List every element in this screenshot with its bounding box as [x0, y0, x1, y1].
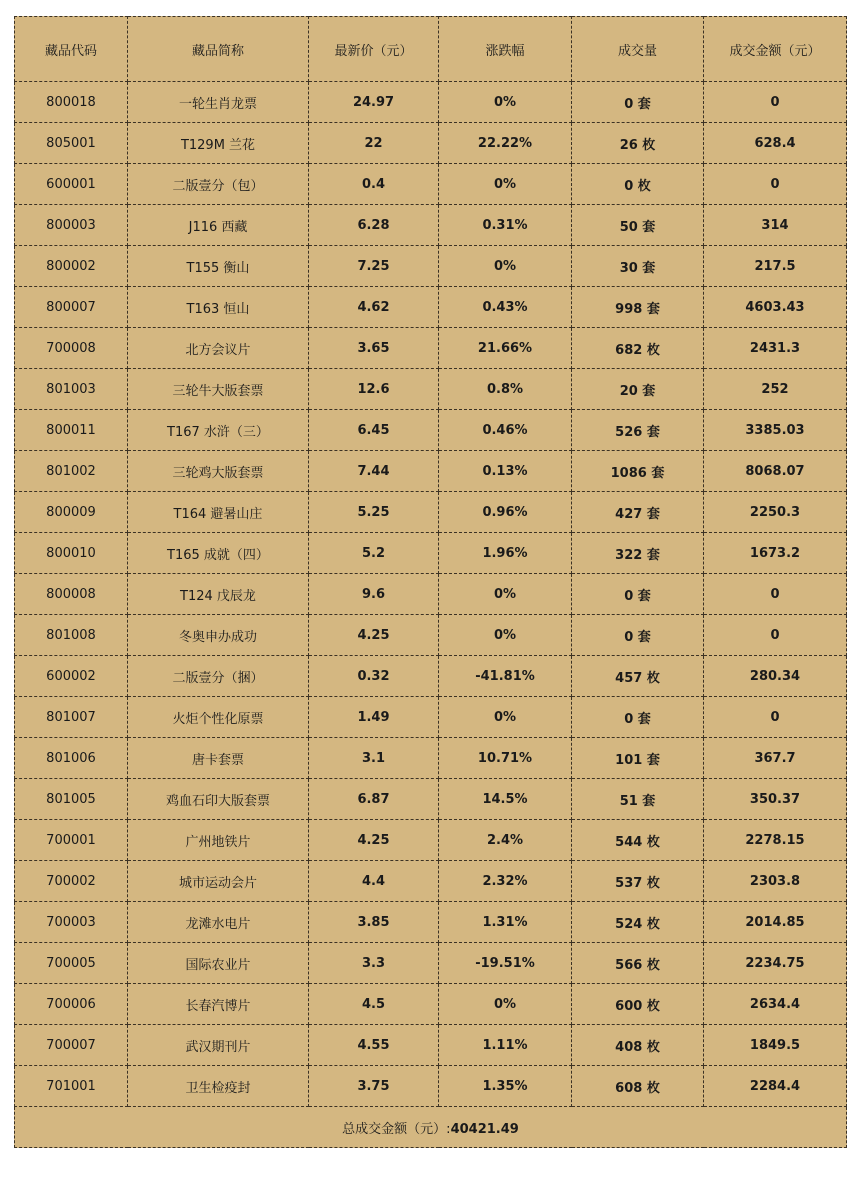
- cell-code: 800009: [15, 492, 128, 533]
- table-row: [15, 328, 847, 369]
- total-row: [15, 1107, 847, 1148]
- cell-price: 5.25: [309, 492, 439, 533]
- cell-amount: 2278.15: [704, 820, 847, 861]
- cell-change: 1.31%: [439, 902, 572, 943]
- cell-code: 800011: [15, 410, 128, 451]
- cell-name: 三轮鸡大版套票: [128, 451, 309, 492]
- cell-change: 0.13%: [439, 451, 572, 492]
- table-row: [15, 574, 847, 615]
- cell-name: 二版壹分（捆）: [128, 656, 309, 697]
- cell-code: 801008: [15, 615, 128, 656]
- cell-amount: 4603.43: [704, 287, 847, 328]
- cell-volume: 0 套: [572, 697, 704, 738]
- cell-name: 广州地铁片: [128, 820, 309, 861]
- cell-price: 3.3: [309, 943, 439, 984]
- cell-name: T165 成就（四）: [128, 533, 309, 574]
- cell-price: 3.75: [309, 1066, 439, 1107]
- cell-volume: 26 枚: [572, 123, 704, 164]
- cell-volume: 998 套: [572, 287, 704, 328]
- cell-name: 长春汽博片: [128, 984, 309, 1025]
- cell-name: 火炬个性化原票: [128, 697, 309, 738]
- cell-name: 武汉期刊片: [128, 1025, 309, 1066]
- cell-amount: 2234.75: [704, 943, 847, 984]
- cell-price: 24.97: [309, 82, 439, 123]
- cell-volume: 0 套: [572, 615, 704, 656]
- cell-name: T155 衡山: [128, 246, 309, 287]
- cell-volume: 322 套: [572, 533, 704, 574]
- cell-amount: 2634.4: [704, 984, 847, 1025]
- table-row: [15, 943, 847, 984]
- cell-change: 2.32%: [439, 861, 572, 902]
- header-row: [15, 17, 847, 82]
- cell-volume: 51 套: [572, 779, 704, 820]
- cell-volume: 0 枚: [572, 164, 704, 205]
- table-row: [15, 861, 847, 902]
- cell-name: 一轮生肖龙票: [128, 82, 309, 123]
- cell-code: 700005: [15, 943, 128, 984]
- cell-amount: 2014.85: [704, 902, 847, 943]
- cell-name: 国际农业片: [128, 943, 309, 984]
- cell-code: 801007: [15, 697, 128, 738]
- cell-code: 700008: [15, 328, 128, 369]
- cell-volume: 457 枚: [572, 656, 704, 697]
- cell-amount: 2284.4: [704, 1066, 847, 1107]
- header-price: 最新价（元）: [309, 17, 439, 82]
- cell-price: 3.65: [309, 328, 439, 369]
- table-row: [15, 820, 847, 861]
- cell-change: 1.96%: [439, 533, 572, 574]
- cell-change: 0.31%: [439, 205, 572, 246]
- cell-amount: 0: [704, 697, 847, 738]
- cell-volume: 600 枚: [572, 984, 704, 1025]
- header-code: 藏品代码: [15, 17, 128, 82]
- cell-change: -41.81%: [439, 656, 572, 697]
- header-volume: 成交量: [572, 17, 704, 82]
- cell-name: 卫生检疫封: [128, 1066, 309, 1107]
- cell-price: 1.49: [309, 697, 439, 738]
- cell-volume: 0 套: [572, 82, 704, 123]
- cell-name: 北方会议片: [128, 328, 309, 369]
- cell-amount: 2431.3: [704, 328, 847, 369]
- cell-amount: 252: [704, 369, 847, 410]
- stamp-quote-table: [14, 16, 847, 1148]
- cell-price: 12.6: [309, 369, 439, 410]
- cell-name: T164 避暑山庄: [128, 492, 309, 533]
- cell-price: 0.4: [309, 164, 439, 205]
- total-cell: [15, 1107, 847, 1148]
- cell-code: 800008: [15, 574, 128, 615]
- cell-volume: 427 套: [572, 492, 704, 533]
- cell-code: 700002: [15, 861, 128, 902]
- cell-volume: 20 套: [572, 369, 704, 410]
- cell-change: 0%: [439, 615, 572, 656]
- table-row: [15, 123, 847, 164]
- cell-change: 0%: [439, 164, 572, 205]
- cell-change: 0.8%: [439, 369, 572, 410]
- cell-change: 21.66%: [439, 328, 572, 369]
- cell-amount: 0: [704, 82, 847, 123]
- cell-volume: 537 枚: [572, 861, 704, 902]
- cell-name: 龙滩水电片: [128, 902, 309, 943]
- cell-amount: 367.7: [704, 738, 847, 779]
- cell-price: 22: [309, 123, 439, 164]
- table-row: [15, 984, 847, 1025]
- cell-amount: 8068.07: [704, 451, 847, 492]
- cell-name: 唐卡套票: [128, 738, 309, 779]
- cell-name: T129M 兰花: [128, 123, 309, 164]
- cell-price: 0.32: [309, 656, 439, 697]
- cell-volume: 526 套: [572, 410, 704, 451]
- table-row: [15, 205, 847, 246]
- table-row: [15, 1066, 847, 1107]
- cell-amount: 0: [704, 574, 847, 615]
- cell-change: 0.96%: [439, 492, 572, 533]
- cell-amount: 314: [704, 205, 847, 246]
- table-row: [15, 287, 847, 328]
- total-value: 40421.49: [450, 1121, 519, 1137]
- cell-price: 3.1: [309, 738, 439, 779]
- cell-change: 0%: [439, 984, 572, 1025]
- cell-amount: 0: [704, 615, 847, 656]
- cell-price: 4.4: [309, 861, 439, 902]
- cell-code: 801002: [15, 451, 128, 492]
- cell-code: 800002: [15, 246, 128, 287]
- cell-amount: 217.5: [704, 246, 847, 287]
- cell-name: 三轮牛大版套票: [128, 369, 309, 410]
- cell-code: 800003: [15, 205, 128, 246]
- cell-amount: 350.37: [704, 779, 847, 820]
- cell-amount: 3385.03: [704, 410, 847, 451]
- table-row: [15, 738, 847, 779]
- header-change: 涨跌幅: [439, 17, 572, 82]
- table-row: [15, 779, 847, 820]
- cell-change: 0%: [439, 246, 572, 287]
- table-row: [15, 492, 847, 533]
- cell-change: 0.43%: [439, 287, 572, 328]
- cell-change: -19.51%: [439, 943, 572, 984]
- cell-code: 801006: [15, 738, 128, 779]
- table-row: [15, 902, 847, 943]
- cell-name: T124 戊辰龙: [128, 574, 309, 615]
- cell-code: 700003: [15, 902, 128, 943]
- table-row: [15, 533, 847, 574]
- cell-name: 鸡血石印大版套票: [128, 779, 309, 820]
- cell-code: 800010: [15, 533, 128, 574]
- cell-change: 0%: [439, 697, 572, 738]
- cell-price: 6.28: [309, 205, 439, 246]
- cell-price: 7.25: [309, 246, 439, 287]
- cell-amount: 0: [704, 164, 847, 205]
- table-row: [15, 656, 847, 697]
- cell-change: 0%: [439, 82, 572, 123]
- total-label: 总成交金额（元）:: [342, 1121, 451, 1137]
- cell-price: 9.6: [309, 574, 439, 615]
- cell-price: 4.25: [309, 615, 439, 656]
- cell-code: 600001: [15, 164, 128, 205]
- cell-amount: 628.4: [704, 123, 847, 164]
- cell-change: 14.5%: [439, 779, 572, 820]
- cell-name: J116 西藏: [128, 205, 309, 246]
- table-row: [15, 369, 847, 410]
- cell-price: 3.85: [309, 902, 439, 943]
- cell-volume: 50 套: [572, 205, 704, 246]
- cell-code: 700006: [15, 984, 128, 1025]
- cell-volume: 0 套: [572, 574, 704, 615]
- cell-code: 800018: [15, 82, 128, 123]
- table-row: [15, 451, 847, 492]
- table-row: [15, 164, 847, 205]
- cell-volume: 524 枚: [572, 902, 704, 943]
- cell-code: 600002: [15, 656, 128, 697]
- cell-volume: 544 枚: [572, 820, 704, 861]
- cell-change: 0%: [439, 574, 572, 615]
- table-row: [15, 82, 847, 123]
- cell-volume: 1086 套: [572, 451, 704, 492]
- cell-code: 805001: [15, 123, 128, 164]
- cell-price: 6.87: [309, 779, 439, 820]
- cell-name: T163 恒山: [128, 287, 309, 328]
- cell-name: 二版壹分（包）: [128, 164, 309, 205]
- table-row: [15, 615, 847, 656]
- cell-volume: 101 套: [572, 738, 704, 779]
- cell-amount: 280.34: [704, 656, 847, 697]
- table-row: [15, 1025, 847, 1066]
- cell-price: 4.5: [309, 984, 439, 1025]
- cell-change: 1.11%: [439, 1025, 572, 1066]
- cell-price: 4.25: [309, 820, 439, 861]
- cell-volume: 408 枚: [572, 1025, 704, 1066]
- table-row: [15, 410, 847, 451]
- header-amount: 成交金额（元）: [704, 17, 847, 82]
- cell-name: T167 水浒（三）: [128, 410, 309, 451]
- cell-change: 0.46%: [439, 410, 572, 451]
- cell-amount: 1849.5: [704, 1025, 847, 1066]
- cell-code: 800007: [15, 287, 128, 328]
- cell-code: 701001: [15, 1066, 128, 1107]
- cell-change: 22.22%: [439, 123, 572, 164]
- cell-code: 700001: [15, 820, 128, 861]
- cell-volume: 566 枚: [572, 943, 704, 984]
- cell-code: 700007: [15, 1025, 128, 1066]
- cell-volume: 608 枚: [572, 1066, 704, 1107]
- cell-price: 4.55: [309, 1025, 439, 1066]
- cell-price: 5.2: [309, 533, 439, 574]
- cell-amount: 2303.8: [704, 861, 847, 902]
- cell-amount: 2250.3: [704, 492, 847, 533]
- table-row: [15, 697, 847, 738]
- header-name: 藏品简称: [128, 17, 309, 82]
- cell-code: 801005: [15, 779, 128, 820]
- table-row: [15, 246, 847, 287]
- cell-name: 城市运动会片: [128, 861, 309, 902]
- cell-price: 4.62: [309, 287, 439, 328]
- cell-change: 2.4%: [439, 820, 572, 861]
- cell-amount: 1673.2: [704, 533, 847, 574]
- cell-change: 1.35%: [439, 1066, 572, 1107]
- cell-code: 801003: [15, 369, 128, 410]
- cell-volume: 682 枚: [572, 328, 704, 369]
- cell-volume: 30 套: [572, 246, 704, 287]
- cell-price: 6.45: [309, 410, 439, 451]
- cell-change: 10.71%: [439, 738, 572, 779]
- cell-name: 冬奥申办成功: [128, 615, 309, 656]
- cell-price: 7.44: [309, 451, 439, 492]
